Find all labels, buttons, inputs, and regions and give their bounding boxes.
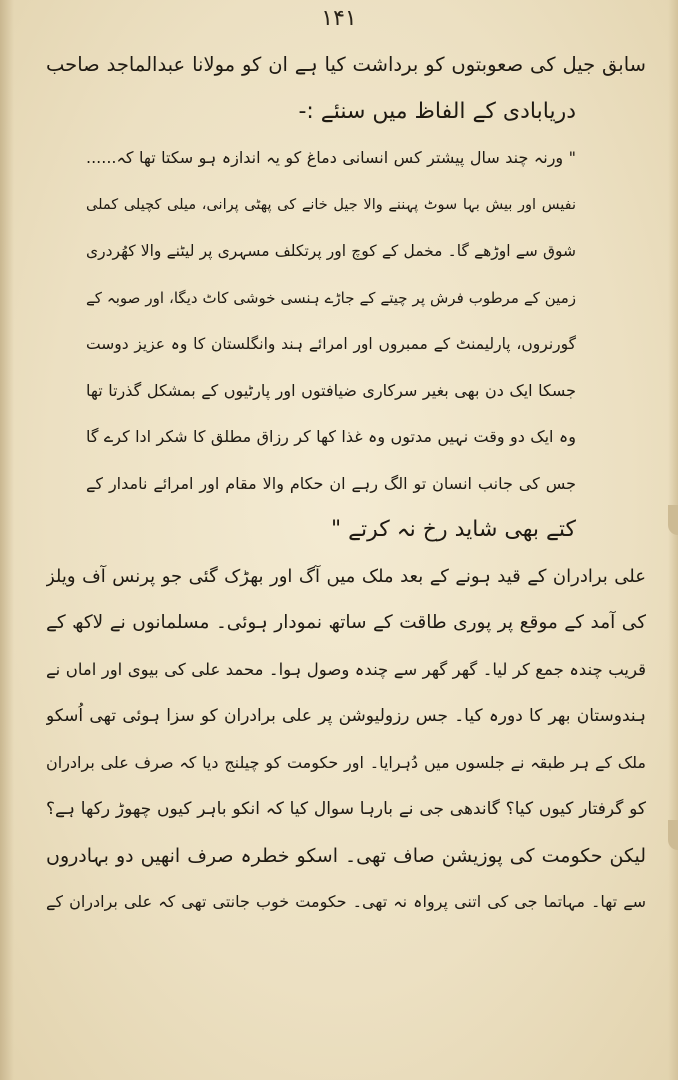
text-line: سابق جیل کی صعوبتوں کو برداشت کیا ہے ان کو مولانا عبدالماجد صاحب	[46, 53, 646, 76]
page-edge-notch	[668, 820, 678, 850]
text-line: علی برادران کے قید ہونے کے بعد ملک میں آگ اور بھڑک گئی جو پرنس آف ویلز	[46, 565, 646, 587]
text-line: لیکن حکومت کی پوزیشن صاف تھی۔ اسکو خطرہ صرف انھیں دو بہادروں	[46, 844, 646, 867]
quote-line: وہ ایک دو وقت نہیں مدتوں وہ غذا کھا کر رزاق مطلق کا شکر ادا کرے گا	[86, 427, 576, 446]
quote-line: نفیس اور بیش بہا سوٹ پہننے والا جیل خانے کی پھٹی پرانی، میلی کچیلی کملی	[86, 196, 576, 213]
quote-line: " ورنہ چند سال پیشتر کس انسانی دماغ کو یہ اندازہ ہو سکتا تھا کہ......	[86, 148, 576, 167]
page-number: ۱۴۱	[321, 6, 357, 31]
text-line: سے تھا۔ مہاتما جی کی اتنی پرواہ نہ تھی۔ حکومت خوب جانتی تھی کہ علی برادران کے	[46, 892, 646, 911]
body-text	[46, 42, 646, 926]
quote-line: زمین کے مرطوب فرش پر چیتے کے جاڑے ہنسی خوشی کاٹ دیگا، اور صوبہ کے	[86, 288, 576, 307]
quote-line: کتے بھی شاید رخ نہ کرتے "	[331, 517, 576, 542]
text-line: ملک کے ہر طبقہ نے جلسوں میں دُہرایا۔ اور حکومت کو چیلنج دیا کہ صرف علی برادران	[46, 752, 646, 772]
quote-line: جسکا ایک دن بھی بغیر سرکاری ضیافتوں اور پارٹیوں کے بمشکل گذرتا تھا	[86, 380, 576, 400]
text-line: قریب چندہ جمع کر لیا۔ گھر گھر سے چندہ وصول ہوا۔ محمد علی کی بیوی اور اماں نے	[46, 659, 646, 679]
page-edge-right	[668, 0, 678, 1080]
quote-line: گورنروں، پارلیمنٹ کے ممبروں اور امرائے ہند وانگلستان کا وہ عزیز دوست	[86, 335, 576, 353]
quote-line: شوق سے اوڑھے گا۔ مخمل کے کوچ اور پرتکلف مسہری پر لیٹنے والا کھُردری	[86, 242, 576, 260]
page-edge-notch	[668, 505, 678, 535]
quote-line: جس کی جانب انسان تو الگ رہے ان حکام والا مقام اور امرائے نامدار کے	[86, 473, 576, 493]
text-line: کو گرفتار کیوں کیا؟ گاندھی جی نے بارہا سوال کیا کہ انکو باہر کیوں چھوڑ رکھا ہے؟	[46, 799, 646, 819]
text-line: کی آمد کے موقع پر پوری طاقت کے ساتھ نمودار ہوئی۔ مسلمانوں نے لاکھ کے	[46, 612, 646, 633]
text-line: دریابادی کے الفاظ میں سنئے :-	[298, 98, 576, 124]
text-line: ہندوستان بھر کا دورہ کیا۔ جس رزولیوشن پر علی برادران کو سزا ہوئی تھی اُسکو	[46, 706, 646, 726]
page-edge-left	[0, 0, 14, 1080]
